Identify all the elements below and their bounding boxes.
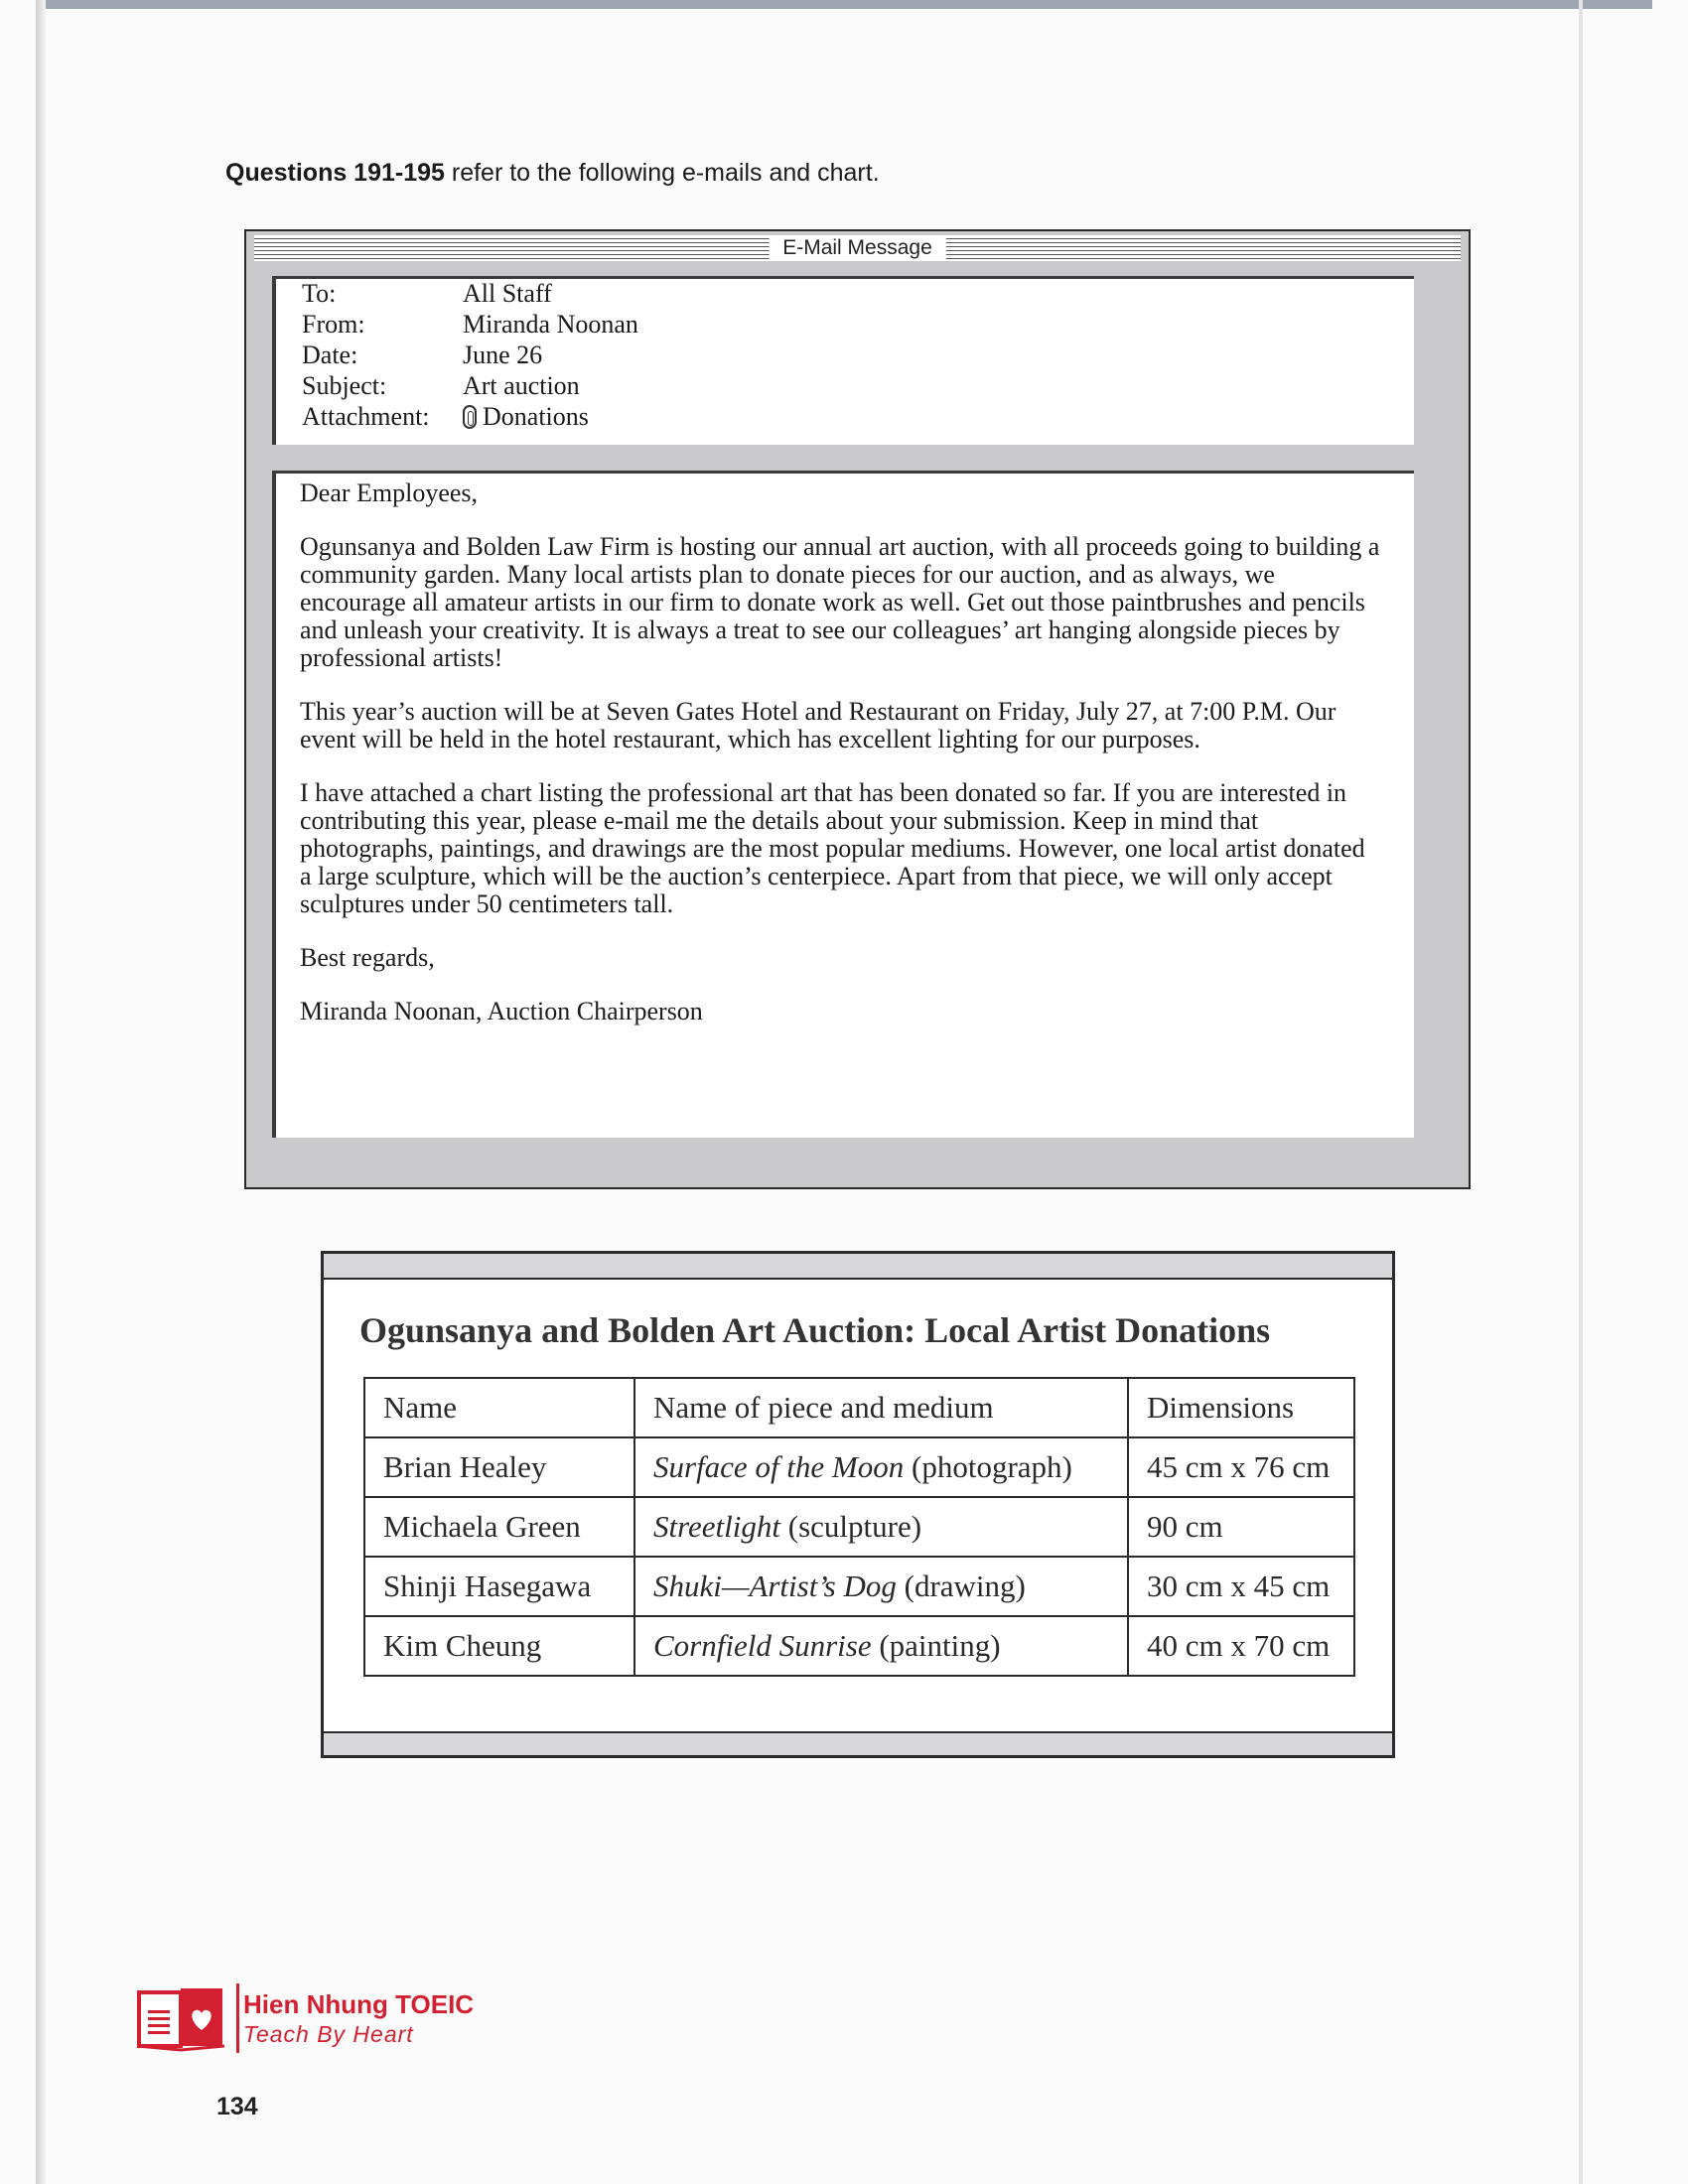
email-attachment-link[interactable]: Donations xyxy=(483,402,589,431)
artist-name: Shinji Hasegawa xyxy=(364,1557,634,1616)
table-row xyxy=(364,1497,1354,1557)
email-attachment-label: Attachment: xyxy=(302,402,430,431)
email-subject-value: Art auction xyxy=(463,371,580,400)
piece-dimensions: 30 cm x 45 cm xyxy=(1128,1557,1354,1616)
email-attachment-row xyxy=(302,402,589,432)
email-window xyxy=(244,229,1471,1189)
email-to-label: To: xyxy=(302,279,337,308)
piece-dimensions: 90 cm xyxy=(1128,1497,1354,1557)
email-from-value: Miranda Noonan xyxy=(463,310,638,339)
piece-title: Shuki—Artist’s Dog xyxy=(653,1569,897,1603)
page-top-strip xyxy=(44,0,1652,9)
table-row xyxy=(364,1437,1354,1497)
email-date-label: Date: xyxy=(302,341,358,369)
piece-title: Streetlight xyxy=(653,1509,780,1544)
email-to-row xyxy=(302,279,552,309)
email-window-title: E-Mail Message xyxy=(769,235,946,261)
brand-tagline: Teach By Heart xyxy=(243,2021,414,2047)
chart-title: Ogunsanya and Bolden Art Auction: Local Artist Donations xyxy=(359,1310,1271,1350)
logo-divider xyxy=(236,1983,239,2053)
piece-cell xyxy=(634,1497,1128,1557)
email-header xyxy=(272,276,1414,445)
piece-medium: (painting) xyxy=(871,1628,1001,1663)
questions-intro-text: refer to the following e-mails and chart. xyxy=(444,159,880,187)
piece-dimensions: 40 cm x 70 cm xyxy=(1128,1616,1354,1676)
piece-title: Cornfield Sunrise xyxy=(653,1628,872,1663)
column-header-name: Name xyxy=(364,1378,634,1437)
brand-name: Hien Nhung TOEIC xyxy=(243,1989,475,2019)
email-from-label: From: xyxy=(302,310,365,339)
email-closing: Best regards, xyxy=(300,943,435,972)
questions-intro xyxy=(225,159,880,188)
page-right-shadow xyxy=(1579,0,1583,2184)
piece-medium: (photograph) xyxy=(904,1449,1072,1484)
email-subject-row xyxy=(302,371,580,401)
artist-name: Kim Cheung xyxy=(364,1616,634,1676)
chart-bottom-band xyxy=(324,1731,1392,1755)
email-paragraph-2: This year’s auction will be at Seven Gates Hotel and Restaurant on Friday, July 27, at 7:00 P.M. Our event will be held in the hotel restaurant, which has excellent lighting for our purposes. xyxy=(300,697,1336,753)
artist-name: Michaela Green xyxy=(364,1497,634,1557)
email-greeting: Dear Employees, xyxy=(300,478,479,507)
book-heart-logo-icon xyxy=(135,1982,226,2052)
paperclip-icon xyxy=(463,405,477,429)
piece-title: Surface of the Moon xyxy=(653,1449,905,1484)
piece-cell xyxy=(634,1557,1128,1616)
email-to-value: All Staff xyxy=(463,279,552,308)
table-row xyxy=(364,1616,1354,1676)
table-header-row xyxy=(364,1378,1354,1437)
email-titlebar xyxy=(254,235,1461,261)
email-paragraph-3: I have attached a chart listing the professional art that has been donated so far. If you are interested in contributing this year, please e-mail me the details about your submission. Keep in mind that photographs, paintings, and drawings are the most popular mediums. However, one local artist donated a large sculpture, which will be the auction’s centerpiece. Apart from that piece, we will only accept sculptures under 50 centimeters tall. xyxy=(300,778,1365,918)
piece-dimensions: 45 cm x 76 cm xyxy=(1128,1437,1354,1497)
piece-medium: (sculpture) xyxy=(780,1509,922,1544)
piece-cell xyxy=(634,1616,1128,1676)
donations-table xyxy=(363,1377,1355,1677)
email-subject-label: Subject: xyxy=(302,371,387,400)
donations-chart xyxy=(321,1251,1395,1758)
email-body xyxy=(272,471,1414,1138)
column-header-dimensions: Dimensions xyxy=(1128,1378,1354,1437)
column-header-piece: Name of piece and medium xyxy=(634,1378,1128,1437)
email-signature: Miranda Noonan, Auction Chairperson xyxy=(300,997,703,1025)
piece-cell xyxy=(634,1437,1128,1497)
page-left-edge xyxy=(36,0,46,2184)
email-paragraph-1: Ogunsanya and Bolden Law Firm is hosting our annual art auction, with all proceeds going to building a community garden. Many local artists plan to donate pieces for our auction, and as always, we encourage all amateur artists in our firm to donate work as well. Get out those paintbrushes and pencils and unleash your creativity. It is always a treat to see our colleagues’ art hanging alongside pieces by professional artists! xyxy=(300,532,1380,672)
page-number: 134 xyxy=(216,2093,258,2120)
email-body-text xyxy=(300,479,1382,1051)
email-date-value: June 26 xyxy=(463,341,543,369)
piece-medium: (drawing) xyxy=(896,1569,1026,1603)
table-row xyxy=(364,1557,1354,1616)
email-from-row xyxy=(302,310,638,340)
artist-name: Brian Healey xyxy=(364,1437,634,1497)
chart-top-band xyxy=(324,1254,1392,1280)
email-date-row xyxy=(302,341,542,370)
questions-range: Questions 191-195 xyxy=(225,159,445,187)
